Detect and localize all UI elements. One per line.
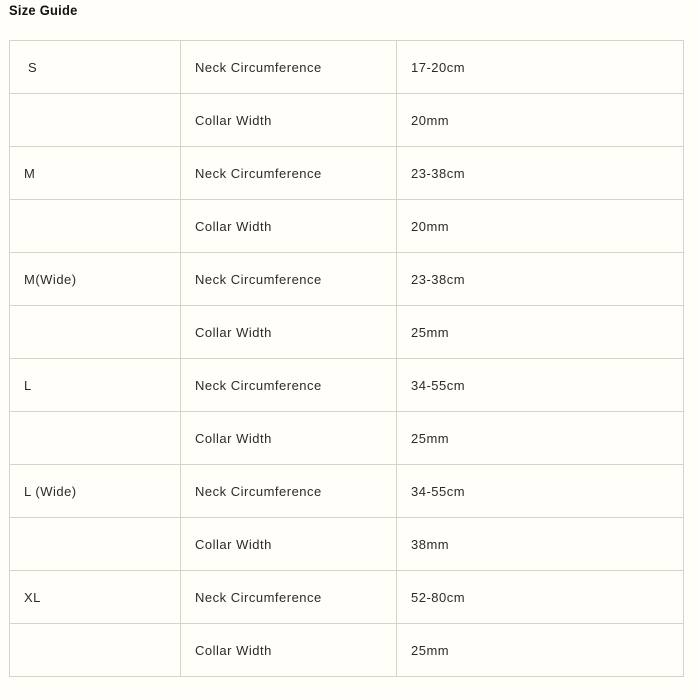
table-row xyxy=(10,94,684,147)
measure-cell: Collar Width xyxy=(181,200,397,253)
size-cell xyxy=(10,200,181,253)
table-row xyxy=(10,359,684,412)
size-cell: XL xyxy=(10,571,181,624)
measure-cell: Neck Circumference xyxy=(181,253,397,306)
size-cell xyxy=(10,94,181,147)
size-guide-table xyxy=(9,40,684,677)
value-cell: 52-80cm xyxy=(397,571,684,624)
value-cell: 25mm xyxy=(397,412,684,465)
table-row xyxy=(10,200,684,253)
size-cell: M(Wide) xyxy=(10,253,181,306)
size-cell: S xyxy=(10,41,181,94)
value-cell: 25mm xyxy=(397,624,684,677)
measure-cell: Collar Width xyxy=(181,412,397,465)
value-cell: 17-20cm xyxy=(397,41,684,94)
table-row xyxy=(10,518,684,571)
value-cell: 20mm xyxy=(397,94,684,147)
measure-cell: Neck Circumference xyxy=(181,359,397,412)
measure-cell: Neck Circumference xyxy=(181,465,397,518)
size-cell xyxy=(10,412,181,465)
table-row xyxy=(10,624,684,677)
value-cell: 20mm xyxy=(397,200,684,253)
table-row xyxy=(10,253,684,306)
value-cell: 25mm xyxy=(397,306,684,359)
measure-cell: Neck Circumference xyxy=(181,41,397,94)
size-guide-title: Size Guide xyxy=(9,2,78,18)
value-cell: 34-55cm xyxy=(397,465,684,518)
size-cell xyxy=(10,306,181,359)
table-row xyxy=(10,306,684,359)
table-row xyxy=(10,412,684,465)
size-cell: L xyxy=(10,359,181,412)
value-cell: 38mm xyxy=(397,518,684,571)
size-cell: L (Wide) xyxy=(10,465,181,518)
measure-cell: Collar Width xyxy=(181,518,397,571)
table-row xyxy=(10,465,684,518)
table-row xyxy=(10,571,684,624)
measure-cell: Collar Width xyxy=(181,306,397,359)
value-cell: 23-38cm xyxy=(397,147,684,200)
measure-cell: Neck Circumference xyxy=(181,571,397,624)
size-cell xyxy=(10,624,181,677)
value-cell: 23-38cm xyxy=(397,253,684,306)
measure-cell: Neck Circumference xyxy=(181,147,397,200)
table-row xyxy=(10,147,684,200)
size-cell xyxy=(10,518,181,571)
table-row xyxy=(10,41,684,94)
size-cell: M xyxy=(10,147,181,200)
measure-cell: Collar Width xyxy=(181,624,397,677)
measure-cell: Collar Width xyxy=(181,94,397,147)
value-cell: 34-55cm xyxy=(397,359,684,412)
